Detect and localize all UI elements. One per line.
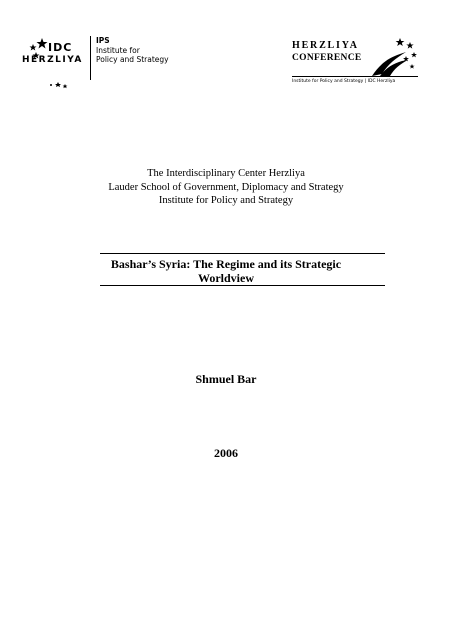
publication-year: 2006 (214, 446, 238, 460)
conference-rule (292, 76, 418, 77)
conference-wordmark (292, 40, 362, 64)
ips-line2: Institute for (96, 45, 140, 55)
document-title (0, 257, 452, 285)
idc-wordmark-line2: HERZLIYA (22, 55, 83, 65)
idc-wordmark-line1: IDC (48, 41, 73, 54)
logo-divider (90, 36, 91, 80)
author-name: Shmuel Bar (195, 372, 257, 386)
idc-ips-logo (22, 28, 192, 98)
herzliya-conference-logo (292, 28, 432, 98)
institution-line1: The Interdisciplinary Center Herzliya (147, 168, 305, 179)
institution-block (0, 167, 452, 208)
title-rule-top (100, 253, 385, 254)
institution-line3: Institute for Policy and Strategy (158, 195, 294, 206)
conference-line2: CONFERENCE (292, 53, 362, 63)
conference-line1: HERZLIYA (292, 40, 359, 51)
idc-wordmark (22, 41, 83, 66)
conference-subline: Institute for Policy and Strategy | IDC Herzliya (292, 79, 396, 84)
conference-emblem-icon (370, 34, 418, 78)
title-line1: Bashar’s Syria: The Regime and its Strategic (110, 257, 342, 271)
ips-wordmark (96, 36, 169, 65)
ips-title: IPS (96, 36, 110, 45)
ips-line3: Policy and Strategy (96, 55, 169, 64)
title-line2: Worldview (198, 271, 254, 285)
institution-line2: Lauder School of Government, Diplomacy and Strategy (108, 181, 344, 193)
title-rule-bottom (100, 285, 385, 286)
